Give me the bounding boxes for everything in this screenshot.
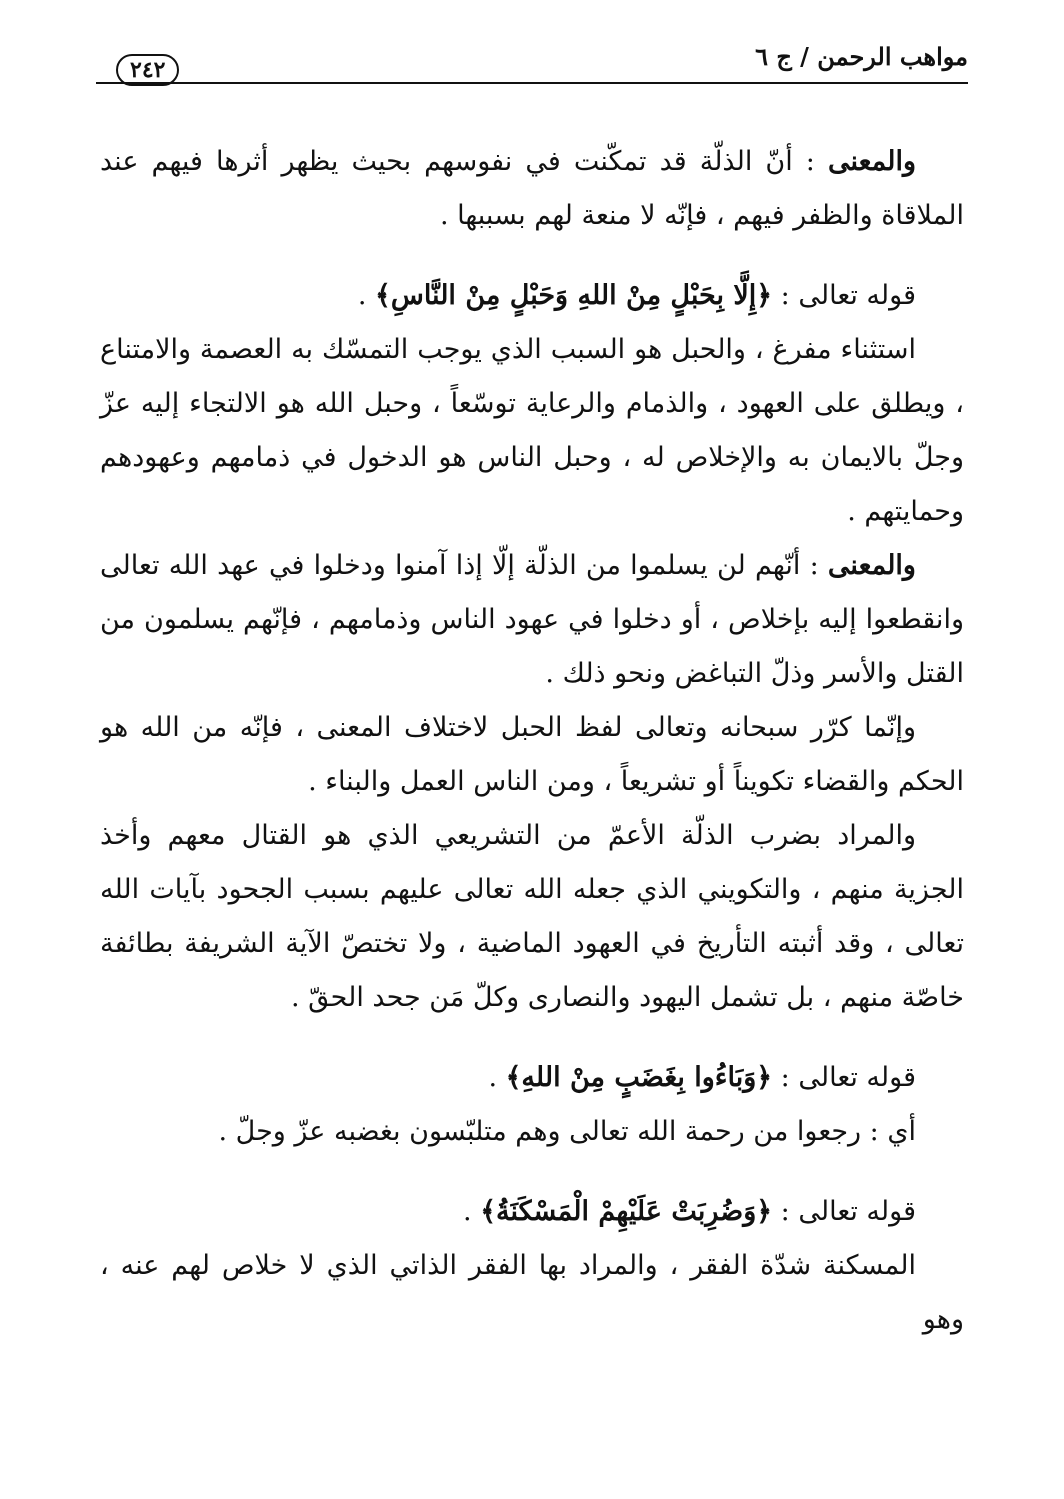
quran-verse: ﴿وَبَاءُوا بِغَضَبٍ مِنْ اللهِ﴾: [505, 1062, 773, 1093]
verse-suffix: .: [463, 1196, 481, 1227]
paragraph: [100, 135, 964, 243]
paragraph: [100, 1105, 964, 1159]
spacer: [100, 1159, 964, 1185]
paragraph: [100, 809, 964, 1025]
paragraph: [100, 539, 964, 701]
spacer: [100, 243, 964, 269]
paragraph-text: استثناء مفرغ ، والحبل هو السبب الذي يوجب التمسّك به العصمة والامتناع ، ويطلق على العهود ، والذمام والرعاية توسّعاً ، وحبل الله هو الالتجاء إليه عزّ وجلّ بالايمان به والإخلاص له ، وحبل الناس هو الدخول في ذمامهم وعهودهم وحمايتهم .: [100, 334, 964, 527]
verse-suffix: .: [488, 1062, 506, 1093]
paragraph: [100, 1239, 964, 1347]
page-body: [100, 135, 964, 1347]
paragraph-text: وإنّما كرّر سبحانه وتعالى لفظ الحبل لاختلاف المعنى ، فإنّه من الله هو الحكم والقضاء تكويناً أو تشريعاً ، ومن الناس العمل والبناء .: [100, 712, 964, 797]
paragraph-lead: والمعنى: [827, 146, 916, 177]
page-number: ٢٤٢: [116, 54, 179, 86]
paragraph-text: والمراد بضرب الذلّة الأعمّ من التشريعي الذي هو القتال معهم وأخذ الجزية منهم ، والتكويني الذي جعله الله تعالى عليهم بسبب الجحود بآيات الله تعالى ، وقد أثبته التأريخ في العهود الماضية ، ولا تختصّ الآية الشريفة بطائفة خاصّة منهم ، بل تشمل اليهود والنصارى وكلّ مَن جحد الحقّ .: [100, 820, 964, 1013]
paragraph: [100, 701, 964, 809]
spacer: [100, 1025, 964, 1051]
verse-heading: [100, 269, 964, 323]
verse-prefix: قوله تعالى :: [772, 1196, 916, 1227]
verse-suffix: .: [357, 280, 376, 311]
paragraph-text: أي : رجعوا من رحمة الله تعالى وهم متلبّسون بغضبه عزّ وجلّ .: [218, 1116, 916, 1147]
verse-heading: [100, 1185, 964, 1239]
paragraph-lead: والمعنى: [827, 550, 916, 581]
verse-prefix: قوله تعالى :: [772, 1062, 916, 1093]
paragraph-text: : أنّ الذلّة قد تمكّنت في نفوسهم بحيث يظهر أثرها فيهم عند الملاقاة والظفر فيهم ، فإنّه لا منعة لهم بسببها .: [100, 146, 964, 231]
paragraph: [100, 323, 964, 539]
header-divider: [96, 82, 968, 84]
verse-prefix: قوله تعالى :: [772, 280, 916, 311]
quran-verse: ﴿إِلَّا بِحَبْلٍ مِنْ اللهِ وَحَبْلٍ مِنْ النَّاسِ﴾: [375, 280, 773, 311]
paragraph-text: : أنّهم لن يسلموا من الذلّة إلّا إذا آمنوا ودخلوا في عهد الله تعالى وانقطعوا إليه بإخلاص ، أو دخلوا في عهود الناس وذمامهم ، فإنّهم يسلمون من القتل والأسر وذلّ التباغض ونحو ذلك .: [100, 550, 964, 689]
page-header: [96, 42, 968, 82]
paragraph-text: المسكنة شدّة الفقر ، والمراد بها الفقر الذاتي الذي لا خلاص لهم عنه ، وهو: [100, 1250, 964, 1335]
verse-heading: [100, 1051, 964, 1105]
running-title: مواهب الرحمن / ج ٦: [755, 42, 968, 71]
quran-verse: ﴿وَضُرِبَتْ عَلَيْهِمْ الْمَسْكَنَةُ﴾: [480, 1196, 773, 1227]
